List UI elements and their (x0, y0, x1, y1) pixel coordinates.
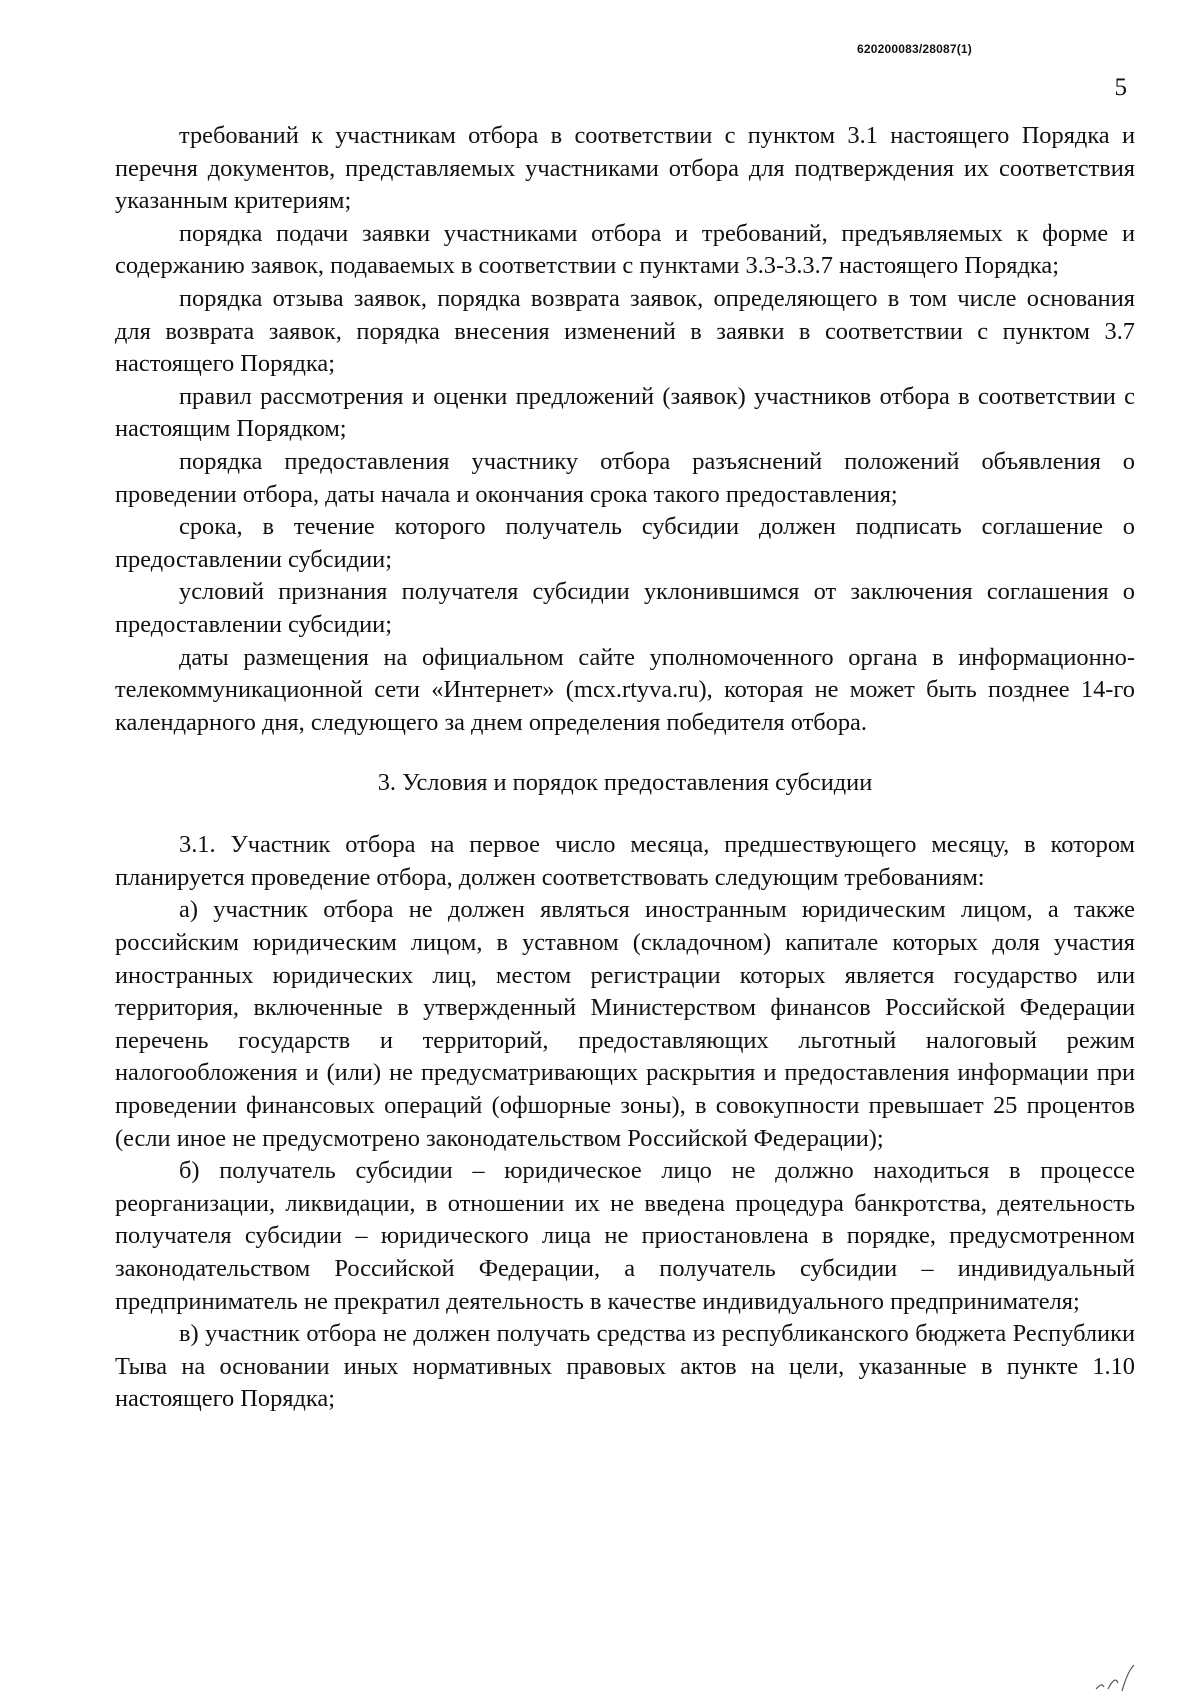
paragraph-clarifications: порядка предоставления участнику отбора разъяснений положений объявления о проведении отбора, даты начала и окончания срока такого предоставления; (115, 447, 1135, 508)
paragraph-application-procedure: порядка подачи заявки участниками отбора и требований, предъявляемых к форме и содержанию заявок, подаваемых в соответствии с пунктами 3.3-3.3.7 настоящего Порядка; (115, 219, 1135, 280)
paragraph-requirements: требований к участникам отбора в соответствии с пунктом 3.1 настоящего Порядка и перечня документов, представляемых участниками отбора для подтверждения их соответствия указанным критериям; (115, 122, 1135, 215)
paragraph-publication-date: даты размещения на официальном сайте уполномоченного органа в информационно-телекоммуникационной сети «Интернет» (mcx.rtyva.ru), которая не может быть позднее 14-го календарного дня, следующего за днем определения победителя отбора. (115, 643, 1135, 736)
paragraph-evaluation-rules: правил рассмотрения и оценки предложений (заявок) участников отбора в соответствии с настоящим Порядком; (115, 382, 1135, 443)
paragraph-evasion-conditions: условий признания получателя субсидии уклонившимся от заключения соглашения о предоставлении субсидии; (115, 578, 1135, 638)
paragraph-withdrawal-procedure: порядка отзыва заявок, порядка возврата заявок, определяющего в том числе основания для возврата заявок, порядка внесения изменений в заявки в соответствии с пунктом 3.7 настоящего Порядка; (115, 284, 1135, 378)
paragraph-3-1-v: в) участник отбора не должен получать средства из республиканского бюджета Республики Тыва на основании иных нормативных правовых актов на цели, указанные в пункте 1.10 настоящего Порядка; (115, 1320, 1135, 1413)
section-heading: 3. Условия и порядок предоставления субсидии (377, 769, 873, 797)
page-number: 5 (1114, 74, 1127, 101)
document-body (115, 120, 1135, 1416)
paragraph-3-1: 3.1. Участник отбора на первое число месяца, предшествующего месяцу, в котором планируется проведение отбора, должен соответствовать следующим требованиям: (115, 831, 1135, 891)
document-id: 620200083/28087(1) (856, 42, 972, 56)
paragraph-3-1-a: а) участник отбора не должен являться иностранным юридическим лицом, а также российским юридическим лицом, в уставном (складочном) капитале которых доля участия иностранных юридических лиц, местом регистрации которых является государство или территория, включенные в утвержденный Министерством финансов Российской Федерации перечень государств и территорий, предоставляющих льготный налоговый режим налогообложения и (или) не предусматривающих раскрытия и предоставления информации при проведении финансовых операций (офшорные зоны), в совокупности превышает 25 процентов (если иное не предусмотрено законодательством Российской Федерации); (115, 896, 1135, 1152)
paragraph-signing-deadline: срока, в течение которого получатель субсидии должен подписать соглашение о предоставлении субсидии; (115, 513, 1135, 573)
paragraph-3-1-b: б) получатель субсидии – юридическое лицо не должно находиться в процессе реорганизации, ликвидации, в отношении их не введена процедура банкротства, деятельность получателя субсидии – юридического лица не приостановлена в порядке, предусмотренном законодательством Российской Федерации, а получатель субсидии – индивидуальный предприниматель не прекратил деятельность в качестве индивидуального предпринимателя; (115, 1157, 1135, 1315)
handwritten-mark-icon (1092, 1663, 1140, 1693)
